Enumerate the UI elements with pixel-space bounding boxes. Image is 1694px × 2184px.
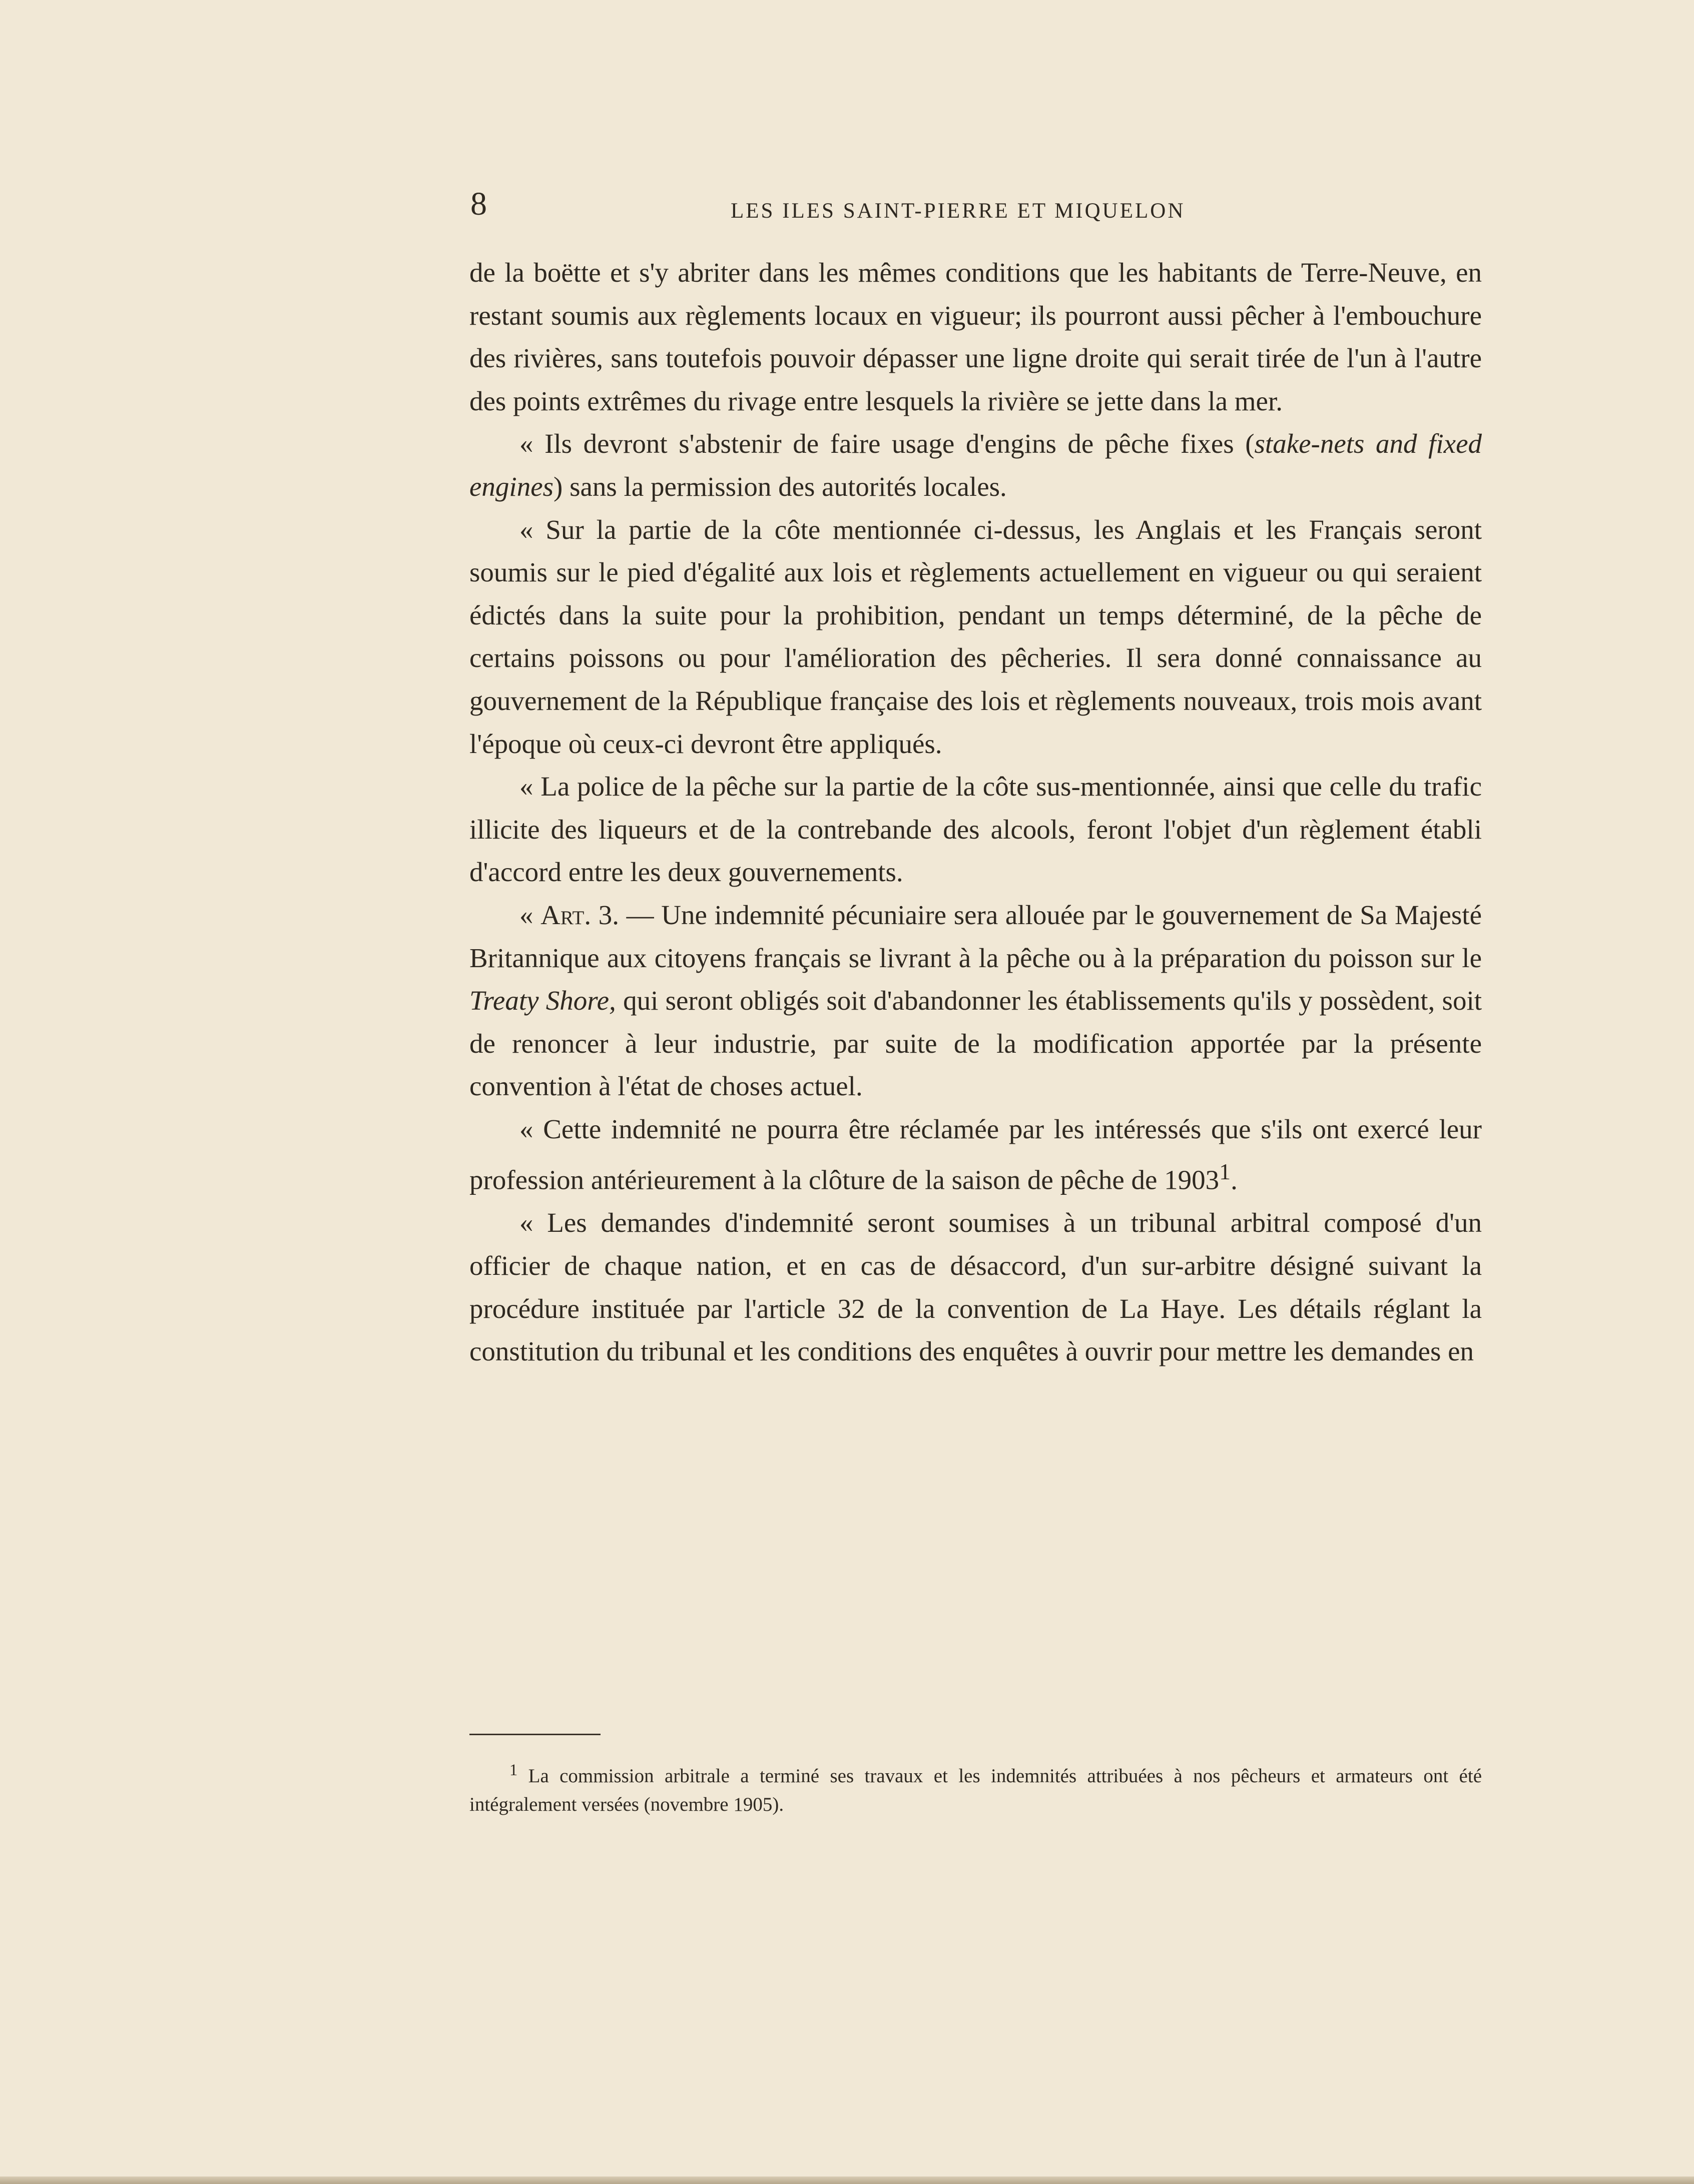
paragraph-text: qui seront obligés soit d'abandonner les établissements qu'ils y possèdent, soit de renoncer à leur industrie, par suite de la modification apportée par la présente convention à l'état de choses actuel. <box>469 985 1482 1102</box>
paragraph-text: . <box>1231 1164 1238 1195</box>
italic-phrase: Treaty Shore, <box>469 985 616 1016</box>
footnote-reference: 1 <box>1219 1159 1231 1185</box>
paragraph <box>469 422 1482 508</box>
paragraph: « Les demandes d'indemnité seront soumises à un tribunal arbitral composé d'un officier de chaque nation, et en cas de désaccord, d'un sur-arbitre désigné suivant la procédure instituée par l'article 32 de la convention de La Haye. Les détails réglant la constitution du tribunal et les conditions des enquêtes à ouvrir pour mettre les demandes en <box>469 1207 1482 1367</box>
page-edge <box>0 2176 1694 2184</box>
page-number: 8 <box>470 186 487 222</box>
paragraph <box>469 1108 1482 1202</box>
paragraph: de la boëtte et s'y abriter dans les mêmes conditions que les habitants de Terre-Neuve, en restant soumis aux règlements locaux en vigueur; ils pourront aussi pêcher à l'embouchure des rivières, sans toutefois pouvoir dépasser une ligne droite qui serait tirée de l'un à l'autre des points extrêmes du rivage entre lesquels la rivière se jette dans la mer. <box>469 257 1482 416</box>
paragraph-text: 3. — Une indemnité pécuniaire sera allouée par le gouvernement de Sa Majesté Britannique aux citoyens français se livrant à la pêche ou à la préparation du poisson sur le <box>469 899 1482 973</box>
quote-mark: « <box>519 899 541 930</box>
footnote-text: La commission arbitrale a terminé ses travaux et les indemnités attribuées à nos pêcheurs et armateurs ont été intégralement versées (novembre 1905). <box>469 1765 1482 1815</box>
paragraph <box>469 894 1482 1108</box>
footnote-marker: 1 <box>509 1761 518 1779</box>
paragraph-text: « Ils devront s'abstenir de faire usage d'engins de pêche fixes ( <box>519 428 1255 459</box>
paragraph-text: ) sans la permission des autorités locales. <box>553 471 1007 502</box>
italic-phrase: stake-nets and fixed engines <box>469 428 1482 502</box>
paragraph: « La police de la pêche sur la partie de la côte sus-mentionnée, ainsi que celle du trafic illicite des liqueurs et de la contrebande des alcools, feront l'objet d'un règlement établi d'accord entre les deux gouvernements. <box>469 771 1482 888</box>
paragraph-text: « Cette indemnité ne pourra être réclamée par les intéressés que s'ils ont exercé leur profession antérieurement à la clôture de la saison de pêche de 1903 <box>469 1113 1482 1195</box>
footnote-divider <box>469 1734 601 1735</box>
paragraph: « Sur la partie de la côte mentionnée ci-dessus, les Anglais et les Français seront soumis sur le pied d'égalité aux lois et règlements actuellement en vigueur ou qui seraient édictés dans la suite pour la prohibition, pendant un temps déterminé, de la pêche de certains poissons ou pour l'amélioration des pêcheries. Il sera donné connaissance au gouvernement de la République française des lois et règlements nouveaux, trois mois avant l'époque où ceux-ci devront être appliqués. <box>469 514 1482 759</box>
article-label: Art. <box>540 899 592 930</box>
body-text <box>469 251 1482 1373</box>
footnote <box>469 1756 1482 1819</box>
running-title: LES ILES SAINT-PIERRE ET MIQUELON <box>731 199 1186 223</box>
